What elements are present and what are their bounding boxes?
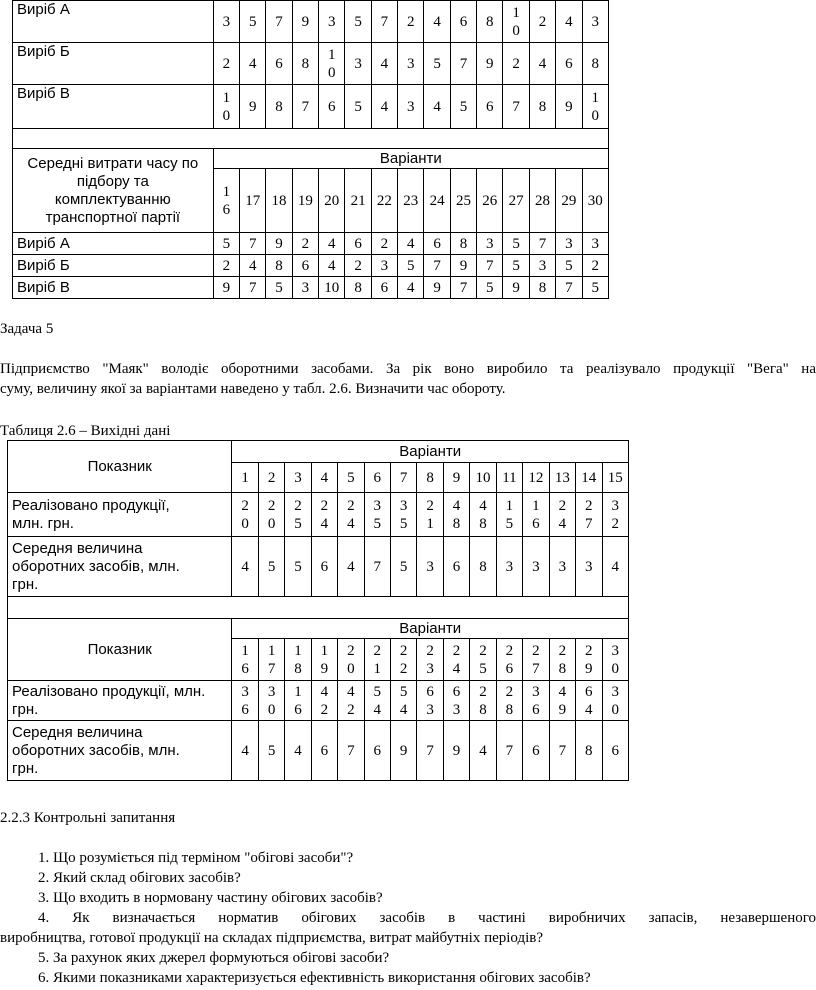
value-cell: 4 [424,85,450,129]
value-cell: 4 2 [311,681,337,721]
value-cell: 8 [417,463,443,493]
value-cell: 7 [529,233,555,255]
value-cell: 1 0 [582,85,609,129]
row-label: Виріб А [13,233,214,255]
value-cell: 24 [424,169,450,233]
table-spacer-row [8,597,629,619]
value-cell: 9 [424,277,450,299]
value-cell: 3 5 [390,493,416,537]
value-cell: 5 [266,277,292,299]
value-cell: 5 [345,1,371,43]
value-cell: 5 [503,233,529,255]
value-cell: 7 [549,721,575,781]
value-cell: 15 [602,463,629,493]
value-cell: 3 [285,463,311,493]
value-cell: 5 [213,233,239,255]
value-cell: 2 [258,463,284,493]
value-cell: 21 [345,169,371,233]
value-cell: 5 [398,255,424,277]
value-cell: 7 [450,277,476,299]
value-cell: 9 [443,721,469,781]
value-cell: 6 3 [443,681,469,721]
value-cell: 5 [503,255,529,277]
value-cell: 4 [311,463,337,493]
value-cell: 5 4 [390,681,416,721]
value-cell: 6 [345,233,371,255]
value-cell: 3 0 [602,681,629,721]
task-text-line-1: Підприємство "Маяк" володіє оборотними засобами. За рік воно виробило та реалізувало продукції "Вега" на [0,361,816,377]
value-cell: 6 [319,85,345,129]
value-cell: 3 [292,277,318,299]
value-cell: 8 [477,1,503,43]
value-cell: 9 [477,43,503,85]
value-cell: 5 [477,277,503,299]
value-cell: 9 [292,1,318,43]
value-cell: 2 [213,43,239,85]
value-cell: 2 [398,1,424,43]
value-cell: 8 [470,537,496,597]
question-item: 4. Як визначається норматив обігових засобів в частині виробничих запасів, незавершеного [38,910,816,926]
row-label-sales: Реалізовано продукції, млн. грн. [8,493,232,537]
value-cell: 2 7 [523,639,549,681]
value-cell: 6 [443,537,469,597]
value-cell: 2 5 [470,639,496,681]
table-header-row [13,149,609,169]
question-item: 1. Що розуміється під терміном "обігові засоби"? [38,850,354,866]
value-cell: 10 [470,463,496,493]
value-cell: 3 [496,537,522,597]
value-cell: 3 [529,255,555,277]
table-row [8,721,629,781]
value-cell: 3 0 [602,639,629,681]
value-cell: 7 [424,255,450,277]
value-cell: 6 4 [576,681,602,721]
value-cell: 18 [266,169,292,233]
value-cell: 4 [232,721,258,781]
value-cell: 12 [523,463,549,493]
value-cell: 8 [266,85,292,129]
value-cell: 6 [477,85,503,129]
value-cell: 19 [292,169,318,233]
table-row [13,255,609,277]
header-variants: Варіанти [213,149,608,169]
value-cell: 6 [602,721,629,781]
value-cell: 7 [477,255,503,277]
value-cell: 3 6 [232,681,258,721]
value-cell: 4 [319,233,345,255]
questions-list [0,848,816,988]
value-cell: 8 [529,85,555,129]
value-cell: 2 8 [470,681,496,721]
value-cell: 5 [258,537,284,597]
value-cell: 1 8 [285,639,311,681]
value-cell: 1 0 [503,1,529,43]
value-cell: 6 3 [417,681,443,721]
table-row [8,681,629,721]
value-cell: 3 [549,537,575,597]
value-cell: 5 [424,43,450,85]
value-cell: 6 [311,537,337,597]
value-cell: 5 4 [364,681,390,721]
value-cell: 8 [450,233,476,255]
value-cell: 2 1 [417,493,443,537]
table2-header-row [8,619,629,639]
table-row [13,277,609,299]
row-label: Виріб Б [13,43,214,85]
value-cell: 3 [582,233,609,255]
value-cell: 7 [556,277,582,299]
value-cell: 3 [319,1,345,43]
value-cell: 6 [424,233,450,255]
value-cell: 14 [576,463,602,493]
value-cell: 2 5 [285,493,311,537]
value-cell: 1 9 [311,639,337,681]
value-cell: 9 [450,255,476,277]
value-cell: 7 [266,1,292,43]
value-cell: 4 [398,277,424,299]
value-cell: 25 [450,169,476,233]
value-cell: 2 1 [364,639,390,681]
question-item-continuation: виробництва, готової продукції на складах підприємства, витрат майбутніх періодів? [0,930,544,946]
value-cell: 3 0 [258,681,284,721]
value-cell: 4 [285,721,311,781]
header-indicator: Показник [8,441,232,493]
value-cell: 2 0 [338,639,364,681]
value-cell: 5 [285,537,311,597]
value-cell: 2 2 [390,639,416,681]
value-cell: 6 [311,721,337,781]
value-cell: 9 [213,277,239,299]
value-cell: 4 [240,43,266,85]
value-cell: 4 8 [470,493,496,537]
value-cell: 4 [529,43,555,85]
value-cell: 2 [213,255,239,277]
value-cell: 4 [232,537,258,597]
value-cell: 7 [450,43,476,85]
value-cell: 27 [503,169,529,233]
value-cell: 9 [443,463,469,493]
value-cell: 4 [371,43,397,85]
table-initial-data [7,440,629,781]
header-variants: Варіанти [232,619,629,639]
value-cell: 9 [503,277,529,299]
value-cell: 28 [529,169,555,233]
table-row [13,1,609,43]
value-cell: 7 [503,85,529,129]
value-cell: 6 [364,721,390,781]
row-label-assets: Середня величина оборотних засобів, млн. грн. [8,721,232,781]
value-cell: 7 [417,721,443,781]
value-cell: 20 [319,169,345,233]
value-cell: 11 [496,463,522,493]
header-indicator: Показник [8,619,232,681]
value-cell: 2 4 [311,493,337,537]
value-cell: 3 6 [523,681,549,721]
value-cell: 4 8 [443,493,469,537]
row-label: Виріб Б [13,255,214,277]
value-cell: 2 4 [443,639,469,681]
question-item: 5. За рахунок яких джерел формуються обігові засоби? [38,950,390,966]
value-cell: 6 [450,1,476,43]
row-label-sales: Реалізовано продукції, млн. грн. [8,681,232,721]
question-item: 3. Що входить в нормовану частину обігових засобів? [38,890,383,906]
value-cell: 7 [292,85,318,129]
value-cell: 3 [556,233,582,255]
value-cell: 4 [424,1,450,43]
value-cell: 9 [556,85,582,129]
value-cell: 23 [398,169,424,233]
value-cell: 5 [450,85,476,129]
value-cell: 29 [556,169,582,233]
value-cell: 4 [398,233,424,255]
table-row [8,537,629,597]
value-cell: 6 [556,43,582,85]
value-cell: 3 [477,233,503,255]
value-cell: 4 [371,85,397,129]
value-cell: 8 [345,277,371,299]
value-cell: 1 [232,463,258,493]
value-cell: 4 2 [338,681,364,721]
value-cell: 6 [371,277,397,299]
row-label-assets: Середня величина оборотних засобів, млн. грн. [8,537,232,597]
header-variants: Варіанти [232,441,629,463]
value-cell: 7 [240,277,266,299]
value-cell: 4 [338,537,364,597]
value-cell: 2 [529,1,555,43]
value-cell: 5 [345,85,371,129]
value-cell: 4 [470,721,496,781]
value-cell: 2 8 [549,639,575,681]
value-cell: 9 [266,233,292,255]
value-cell: 2 6 [496,639,522,681]
value-cell: 1 7 [258,639,284,681]
table-row [13,43,609,85]
value-cell: 3 [213,1,239,43]
value-cell: 8 [529,277,555,299]
value-cell: 3 [582,1,609,43]
value-cell: 4 [240,255,266,277]
task-title: Задача 5 [0,321,54,337]
value-cell: 2 [503,43,529,85]
value-cell: 9 [240,85,266,129]
value-cell: 2 0 [232,493,258,537]
value-cell: 4 [556,1,582,43]
value-cell: 1 6 [285,681,311,721]
value-cell: 3 [345,43,371,85]
value-cell: 6 [364,463,390,493]
question-item: 6. Якими показниками характеризується ефективність використання обігових засобів? [38,970,591,986]
value-cell: 2 [345,255,371,277]
value-cell: 8 [266,255,292,277]
value-cell: 4 9 [549,681,575,721]
value-cell: 4 [319,255,345,277]
value-cell: 3 [398,43,424,85]
value-cell: 2 4 [549,493,575,537]
row-label: Виріб В [13,277,214,299]
value-cell: 3 [523,537,549,597]
value-cell: 2 [292,233,318,255]
header-average-time: Середні витрати часу по підбору та комплектуванню транспортної партії [13,149,214,233]
value-cell: 2 3 [417,639,443,681]
value-cell: 3 [576,537,602,597]
value-cell: 3 5 [364,493,390,537]
value-cell: 3 [371,255,397,277]
value-cell: 1 0 [319,43,345,85]
value-cell: 5 [240,1,266,43]
task-text-line-2: суму, величину якої за варіантами наведено у табл. 2.6. Визначити час обороту. [0,381,506,397]
value-cell: 2 8 [496,681,522,721]
table-row [8,493,629,537]
value-cell: 8 [582,43,609,85]
value-cell: 1 6 [523,493,549,537]
value-cell: 2 9 [576,639,602,681]
value-cell: 2 0 [258,493,284,537]
value-cell: 1 0 [213,85,239,129]
value-cell: 7 [390,463,416,493]
value-cell: 6 [292,255,318,277]
value-cell: 2 4 [338,493,364,537]
value-cell: 7 [371,1,397,43]
value-cell: 9 [390,721,416,781]
table2-header-row [8,441,629,463]
question-item: 2. Який склад обігових засобів? [38,870,241,886]
value-cell: 13 [549,463,575,493]
table-spacer-row [13,129,609,149]
value-cell: 2 7 [576,493,602,537]
value-cell: 1 6 [213,169,239,233]
table-caption: Таблиця 2.6 – Вихідні дані [0,423,171,439]
value-cell: 5 [390,537,416,597]
value-cell: 5 [338,463,364,493]
value-cell: 26 [477,169,503,233]
value-cell: 7 [496,721,522,781]
value-cell: 22 [371,169,397,233]
value-cell: 5 [582,277,609,299]
table-product-times [12,0,609,299]
value-cell: 8 [292,43,318,85]
value-cell: 7 [364,537,390,597]
value-cell: 1 5 [496,493,522,537]
value-cell: 6 [266,43,292,85]
value-cell: 17 [240,169,266,233]
value-cell: 4 [602,537,629,597]
value-cell: 5 [258,721,284,781]
value-cell: 8 [576,721,602,781]
value-cell: 10 [319,277,345,299]
value-cell: 2 [371,233,397,255]
value-cell: 3 [398,85,424,129]
value-cell: 30 [582,169,609,233]
value-cell: 7 [338,721,364,781]
value-cell: 5 [556,255,582,277]
value-cell: 3 2 [602,493,629,537]
row-label: Виріб В [13,85,214,129]
value-cell: 7 [240,233,266,255]
table-row [13,85,609,129]
value-cell: 6 [523,721,549,781]
table-row [13,233,609,255]
questions-heading: 2.2.3 Контрольні запитання [0,810,176,826]
value-cell: 3 [417,537,443,597]
value-cell: 2 [582,255,609,277]
value-cell: 1 6 [232,639,258,681]
row-label: Виріб А [13,1,214,43]
